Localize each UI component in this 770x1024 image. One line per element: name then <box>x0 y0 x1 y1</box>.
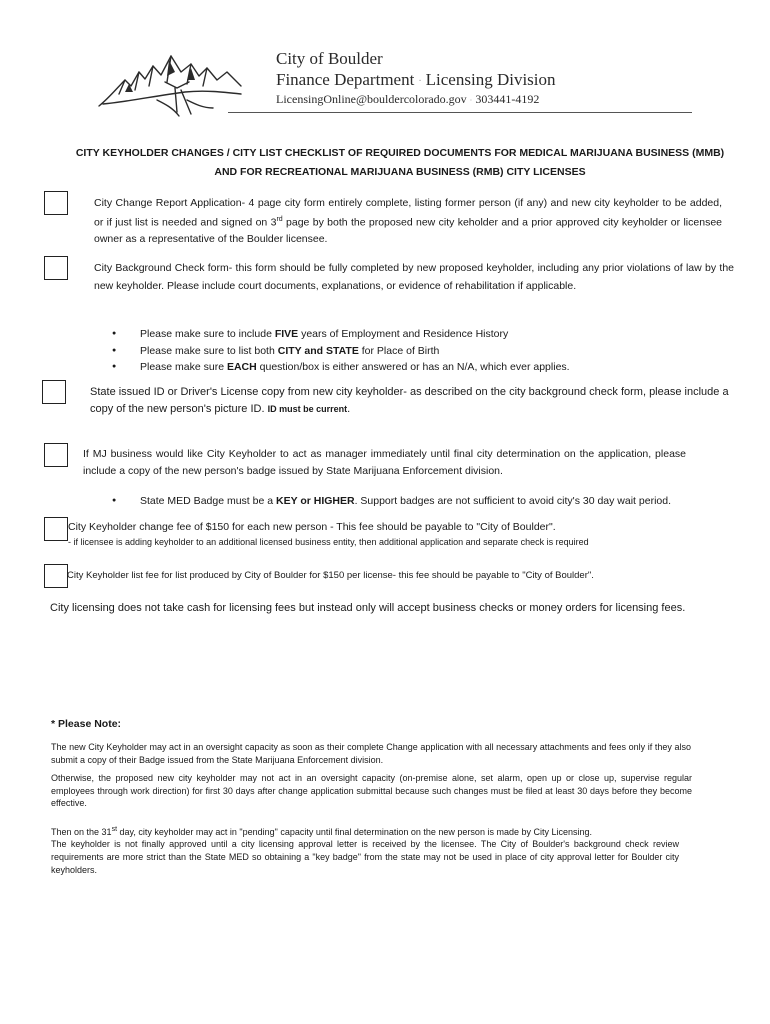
department-line <box>276 69 556 92</box>
dept-separator: · <box>418 75 422 87</box>
department-name: Finance Department <box>276 70 415 89</box>
item-change-report: City Change Report Application- 4 page city form entirely complete, listing former person (if any) and new city keyholder to be added, or if just list is needed and signed on 3rd page by both the proposed new city keholder and a prior approved city keyholder or licensee owner as a representative of the Boulder licensee. <box>94 197 723 245</box>
payment-note: City licensing does not take cash for licensing fees but instead only will accept business checks or money orders for licensing fees. <box>50 602 686 614</box>
bullet-employment-history: ● Please make sure to include FIVE years of Employment and Residence History <box>112 326 732 343</box>
header-divider <box>228 112 692 113</box>
division-name: Licensing Division <box>425 70 556 89</box>
document-title <box>60 144 740 182</box>
checkbox-list-fee[interactable] <box>44 564 68 588</box>
checkbox-state-id[interactable] <box>42 380 66 404</box>
item-manager-badge: If MJ business would like City Keyholder to act as manager immediately until final city determination on the application, please include a copy of the new person's badge issued by State Marijuana Enforcement division. <box>83 448 686 477</box>
note-paragraph-4: The keyholder is not finally approved until a city licensing approval letter is received by the licensee. The City of Boulder's background check review requirements are more strict than the State MED so obtaining a "key badge" from the state may not be used in place of city approval letter for Boulder city keyholders. <box>51 839 679 875</box>
checkbox-change-report[interactable] <box>44 191 68 215</box>
mountain-logo-icon <box>95 42 245 122</box>
email-link[interactable]: LicensingOnline@bouldercolorado.gov <box>276 92 467 106</box>
additional-entity-note: - if licensee is adding keyholder to an additional licensed business entity, then additional application and separate check is required <box>68 537 589 547</box>
badge-bullets <box>112 493 732 510</box>
bullet-each-question: ● Please make sure EACH question/box is either answered or has an N/A, which ever applies. <box>112 359 732 376</box>
note-heading: * Please Note: <box>51 718 122 730</box>
checkbox-manager-badge[interactable] <box>44 443 68 467</box>
bullet-place-of-birth: ● Please make sure to list both CITY and STATE for Place of Birth <box>112 343 732 360</box>
checkbox-background-check[interactable] <box>44 256 68 280</box>
change-fee-line: City Keyholder change fee of $150 for each new person - This fee should be payable to "City of Boulder". <box>68 521 556 533</box>
title-line-1: CITY KEYHOLDER CHANGES / CITY LIST CHECKLIST OF REQUIRED DOCUMENTS FOR MEDICAL MARIJUANA BUSINESS (MMB) <box>75 147 725 159</box>
note-paragraph-3: Then on the 31st day, city keyholder may act in "pending" capacity until final determination on the new person is made by City Licensing. <box>51 826 592 837</box>
item-list-fee: City Keyholder list fee for list produced by City of Boulder for $150 per license- this fee should be payable to "City of Boulder". <box>67 570 594 581</box>
org-name: City of Boulder <box>276 49 383 68</box>
background-check-bullets <box>112 326 732 376</box>
contact-line <box>276 92 539 108</box>
item-change-fee <box>68 520 718 550</box>
item-state-id: State issued ID or Driver's License copy from new city keyholder- as described on the city background check form, please include a copy of the new person's picture ID. ID must be current. <box>90 386 729 415</box>
title-line-2: AND FOR RECREATIONAL MARIJUANA BUSINESS (RMB) CITY LICENSES <box>214 166 586 178</box>
contact-separator: · <box>469 95 473 105</box>
phone-number: 303441-4192 <box>475 92 540 106</box>
note-paragraph-2: Otherwise, the proposed new city keyholder may not act in an oversight capacity (on-premise alone, set alarm, open up or close up, supervise regular employees through work direction) for first 30 days after change application submittal because such changes must be filed at least 30 days before they become effective. <box>51 773 692 808</box>
item-background-check: City Background Check form- this form should be fully completed by new proposed keyholder, including any prior violations of law by the new keyholder. Please include court documents, explanations, or evidence of rehabilitation if applicable. <box>94 262 734 292</box>
checkbox-change-fee[interactable] <box>44 517 68 541</box>
note-paragraph-1: The new City Keyholder may act in an oversight capacity as soon as their complete Change application with all necessary attachments and fees only if they also submit a copy of their Badge issued from the State Marijuana Enforcement division. <box>51 742 691 765</box>
bullet-med-badge: ● State MED Badge must be a KEY or HIGHER. Support badges are not sufficient to avoid city's 30 day wait period. <box>112 493 732 510</box>
